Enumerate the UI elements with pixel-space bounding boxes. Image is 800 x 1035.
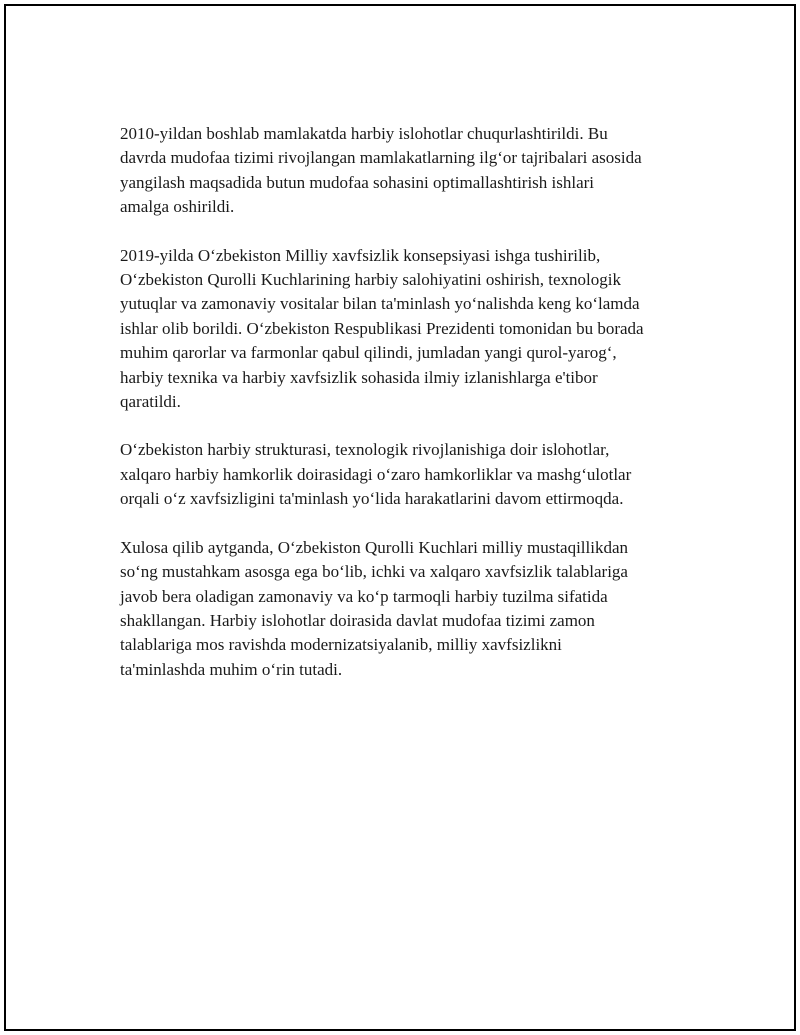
paragraph-4 [120,536,700,682]
text-line: yangilash maqsadida butun mudofaa sohasini optimallashtirish ishlari [120,172,595,192]
text-line: muhim qarorlar va farmonlar qabul qilindi, jumladan yangi qurol-yarog‘, [120,343,617,363]
text-line: xalqaro harbiy hamkorlik doirasidagi o‘zaro hamkorliklar va mashg‘ulotlar [120,464,632,484]
text-line: ta'minlashda muhim o‘rin tutadi. [120,659,343,679]
text-line: 2010-yildan boshlab mamlakatda harbiy islohotlar chuqurlashtirildi. Bu [120,124,608,143]
text-line: amalga oshirildi. [120,197,235,217]
text-line: qaratildi. [120,392,181,412]
text-line: O‘zbekiston Qurolli Kuchlarining harbiy salohiyatini oshirish, texnologik [120,270,621,290]
text-line: davrda mudofaa tizimi rivojlangan mamlakatlarning ilg‘or tajribalari asosida [120,148,642,168]
text-line: 2019-yilda O‘zbekiston Milliy xavfsizlik konsepsiyasi ishga tushirilib, [120,245,601,265]
text-line: shakllangan. Harbiy islohotlar doirasida davlat mudofaa tizimi zamon [120,610,595,630]
text-line: yutuqlar va zamonaviy vositalar bilan ta'minlash yo‘nalishda keng ko‘lamda [120,294,640,314]
document-body [120,122,700,706]
text-line: harbiy texnika va harbiy xavfsizlik sohasida ilmiy izlanishlarga e'tibor [120,367,598,387]
paragraph-1 [120,122,700,220]
text-line: javob bera oladigan zamonaviy va ko‘p tarmoqli harbiy tuzilma sifatida [120,586,608,606]
text-line: ishlar olib borildi. O‘zbekiston Respublikasi Prezidenti tomonidan bu borada [120,318,644,338]
text-line: so‘ng mustahkam asosga ega bo‘lib, ichki va xalqaro xavfsizlik talablariga [120,562,628,582]
paragraph-3 [120,438,700,511]
paragraph-2 [120,244,700,415]
text-line: Xulosa qilib aytganda, O‘zbekiston Qurolli Kuchlari milliy mustaqillikdan [120,537,629,557]
text-line: orqali o‘z xavfsizligini ta'minlash yo‘lida harakatlarini davom ettirmoqda. [120,489,624,509]
text-line: O‘zbekiston harbiy strukturasi, texnologik rivojlanishiga doir islohotlar, [120,440,610,460]
page-frame [4,4,796,1031]
text-line: talablariga mos ravishda modernizatsiyalanib, milliy xavfsizlikni [120,635,562,655]
